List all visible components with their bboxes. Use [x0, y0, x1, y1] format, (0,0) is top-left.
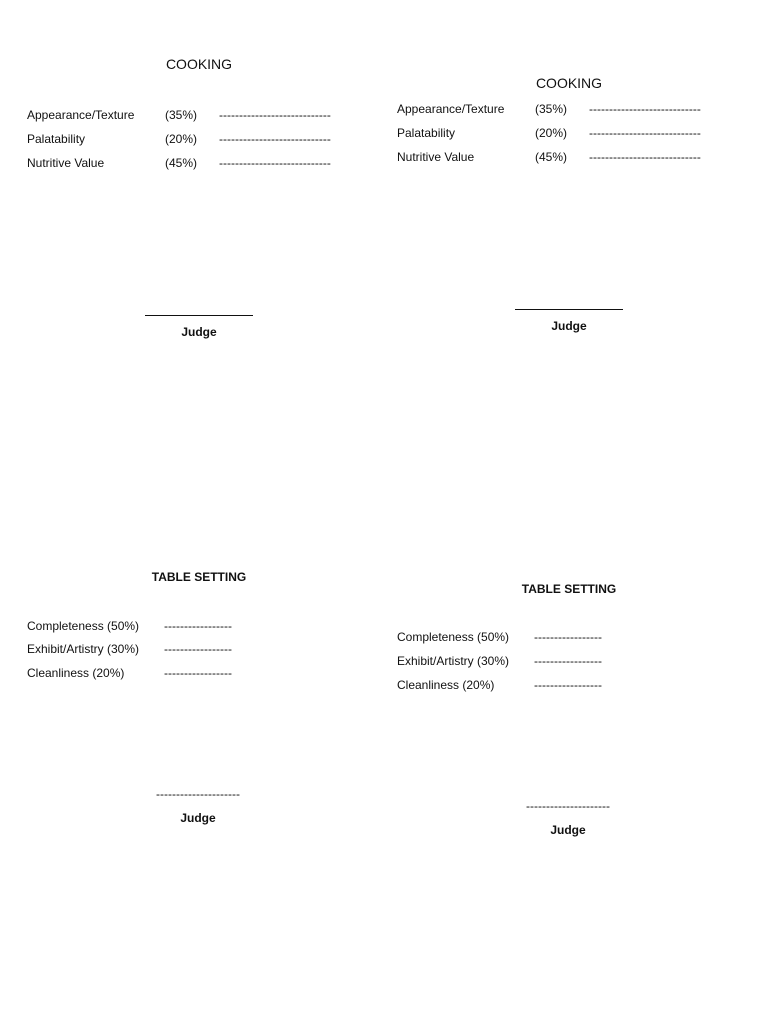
- cooking-left-signature-line: [145, 315, 253, 316]
- table-setting-left-score-blank: -----------------: [164, 619, 232, 633]
- table-setting-left-title: TABLE SETTING: [151, 570, 247, 584]
- cooking-left-score-blank: ----------------------------: [219, 108, 331, 122]
- cooking-left-criterion-label: Nutritive Value: [27, 156, 105, 170]
- table-setting-right-title: TABLE SETTING: [521, 582, 617, 596]
- table-setting-right-score-blank: -----------------: [534, 654, 602, 668]
- cooking-left-criterion-percent: (45%): [165, 156, 198, 170]
- cooking-right-title: COOKING: [535, 75, 603, 91]
- table-setting-left-score-blank: -----------------: [164, 666, 232, 680]
- table-setting-right-signature-blank: ---------------------: [526, 799, 610, 813]
- cooking-right-score-blank: ----------------------------: [589, 150, 701, 164]
- cooking-right-criterion-percent: (20%): [535, 126, 568, 140]
- table-setting-left-signature-blank: ---------------------: [156, 787, 240, 801]
- cooking-right-criterion-label: Nutritive Value: [397, 150, 475, 164]
- table-setting-right-criterion-label: Completeness (50%): [397, 630, 510, 644]
- table-setting-left-score-blank: -----------------: [164, 642, 232, 656]
- cooking-right-criterion-percent: (35%): [535, 102, 568, 116]
- table-setting-left-criterion-label: Exhibit/Artistry (30%): [27, 642, 140, 656]
- cooking-left-score-blank: ----------------------------: [219, 132, 331, 146]
- table-setting-right-score-blank: -----------------: [534, 678, 602, 692]
- cooking-left-criterion-label: Appearance/Texture: [27, 108, 135, 122]
- cooking-right-criterion-label: Appearance/Texture: [397, 102, 505, 116]
- cooking-left-criterion-percent: (35%): [165, 108, 198, 122]
- cooking-right-criterion-percent: (45%): [535, 150, 568, 164]
- cooking-left-criterion-percent: (20%): [165, 132, 198, 146]
- cooking-right-signature-line: [515, 309, 623, 310]
- table-setting-right-judge-label: Judge: [550, 823, 586, 837]
- cooking-right-criterion-label: Palatability: [397, 126, 456, 140]
- cooking-right-judge-label: Judge: [551, 319, 587, 333]
- cooking-left-judge-label: Judge: [181, 325, 217, 339]
- table-setting-right-criterion-label: Exhibit/Artistry (30%): [397, 654, 510, 668]
- table-setting-right-score-blank: -----------------: [534, 630, 602, 644]
- table-setting-left-criterion-label: Cleanliness (20%): [27, 666, 125, 680]
- table-setting-left-judge-label: Judge: [180, 811, 216, 825]
- cooking-left-score-blank: ----------------------------: [219, 156, 331, 170]
- table-setting-right-criterion-label: Cleanliness (20%): [397, 678, 495, 692]
- cooking-left-title: COOKING: [165, 56, 233, 72]
- cooking-left-criterion-label: Palatability: [27, 132, 86, 146]
- cooking-right-score-blank: ----------------------------: [589, 102, 701, 116]
- cooking-right-score-blank: ----------------------------: [589, 126, 701, 140]
- table-setting-left-criterion-label: Completeness (50%): [27, 619, 140, 633]
